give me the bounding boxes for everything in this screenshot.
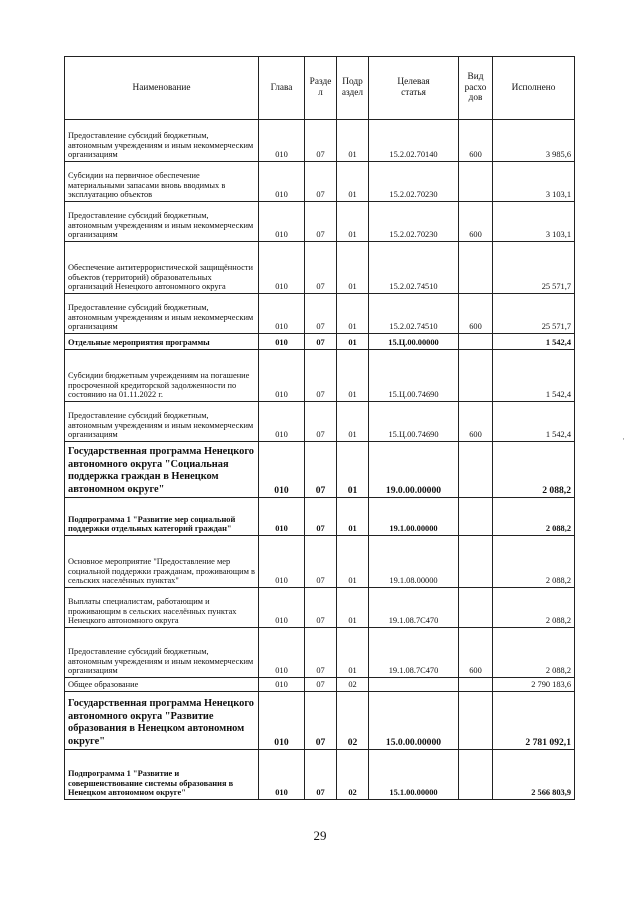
table-row [65,202,575,242]
table-header-row [65,57,575,120]
row-vid [459,750,493,800]
row-razdel: 07 [305,334,337,350]
row-amount: 25 571,7 [493,294,575,334]
row-vid: 600 [459,628,493,678]
row-name: Подпрограмма 1 "Развитие и совершенствование системы образования в Ненецком автономном округе" [65,750,259,800]
row-podrazdel: 01 [337,162,369,202]
row-podrazdel: 01 [337,628,369,678]
row-target: 15.1.00.00000 [369,750,459,800]
row-target: 15.2.02.70140 [369,120,459,162]
row-name: Отдельные мероприятия программы [65,334,259,350]
row-glava: 010 [259,294,305,334]
row-amount: 2 088,2 [493,442,575,498]
row-vid [459,678,493,692]
table-row [65,498,575,536]
margin-mark: · [622,434,625,444]
row-target: 15.2.02.74510 [369,242,459,294]
table-row [65,628,575,678]
row-podrazdel: 01 [337,442,369,498]
row-vid: 600 [459,120,493,162]
row-razdel: 07 [305,402,337,442]
row-razdel: 07 [305,678,337,692]
row-target: 15.2.02.70230 [369,162,459,202]
row-name: Обеспечение антитеррористической защищённости объектов (территорий) образовательных организаций Ненецкого автономного округа [65,242,259,294]
budget-table-sheet [64,56,574,800]
page-number: 29 [313,828,327,843]
row-vid [459,350,493,402]
row-glava: 010 [259,120,305,162]
row-name: Общее образование [65,678,259,692]
row-target: 15.2.02.74510 [369,294,459,334]
row-vid: 600 [459,402,493,442]
row-name: Субсидии на первичное обеспечение материальными запасами вновь вводимых в эксплуатацию объектов [65,162,259,202]
row-amount: 2 088,2 [493,498,575,536]
row-vid [459,162,493,202]
table-row [65,294,575,334]
table-row [65,242,575,294]
table-row [65,120,575,162]
row-amount: 2 088,2 [493,628,575,678]
table-row [65,536,575,588]
row-podrazdel: 01 [337,498,369,536]
row-amount: 1 542,4 [493,334,575,350]
row-amount: 3 103,1 [493,162,575,202]
row-target: 15.2.02.70230 [369,202,459,242]
header-podrazdel: Подр аздел [337,57,369,120]
table-row [65,334,575,350]
header-razdel: Разде л [305,57,337,120]
row-amount: 3 985,6 [493,120,575,162]
row-razdel: 07 [305,202,337,242]
row-razdel: 07 [305,628,337,678]
table-row [65,588,575,628]
row-podrazdel: 01 [337,120,369,162]
table-row [65,350,575,402]
table-row [65,692,575,750]
row-name: Выплаты специалистам, работающим и проживающим в сельских населённых пунктах Ненецкого автономного округа [65,588,259,628]
row-razdel: 07 [305,750,337,800]
row-target: 19.0.00.00000 [369,442,459,498]
row-vid [459,692,493,750]
row-glava: 010 [259,588,305,628]
row-target: 15.Ц.00.74690 [369,402,459,442]
row-razdel: 07 [305,162,337,202]
row-glava: 010 [259,242,305,294]
row-vid: 600 [459,294,493,334]
row-podrazdel: 01 [337,402,369,442]
row-target: 15.Ц.00.74690 [369,350,459,402]
row-podrazdel: 01 [337,294,369,334]
row-glava: 010 [259,750,305,800]
row-amount: 2 781 092,1 [493,692,575,750]
row-name: Подпрограмма 1 "Развитие мер социальной поддержки отдельных категорий граждан" [65,498,259,536]
row-podrazdel: 01 [337,350,369,402]
row-vid [459,242,493,294]
row-razdel: 07 [305,120,337,162]
row-name: Основное мероприятие "Предоставление мер социальной поддержки гражданам, проживающим в сельских населённых пунктах" [65,536,259,588]
row-razdel: 07 [305,442,337,498]
row-glava: 010 [259,162,305,202]
row-amount: 2 790 183,6 [493,678,575,692]
row-glava: 010 [259,350,305,402]
row-vid [459,536,493,588]
row-target: 19.1.08.7С470 [369,588,459,628]
row-name: Государственная программа Ненецкого автономного округа "Социальная поддержка граждан в Ненецком автономном округе" [65,442,259,498]
row-podrazdel: 02 [337,678,369,692]
row-target: 15.Ц.00.00000 [369,334,459,350]
row-podrazdel: 01 [337,242,369,294]
header-amount: Исполнено [493,57,575,120]
row-target: 19.1.08.7С470 [369,628,459,678]
header-glava: Глава [259,57,305,120]
row-glava: 010 [259,202,305,242]
row-amount: 2 566 803,9 [493,750,575,800]
row-vid: 600 [459,202,493,242]
row-podrazdel: 01 [337,536,369,588]
row-razdel: 07 [305,350,337,402]
row-razdel: 07 [305,242,337,294]
row-glava: 010 [259,628,305,678]
row-amount: 1 542,4 [493,350,575,402]
row-target: 19.1.08.00000 [369,536,459,588]
row-target [369,678,459,692]
row-podrazdel: 02 [337,750,369,800]
header-target: Целевая статья [369,57,459,120]
table-row [65,162,575,202]
row-name: Предоставление субсидий бюджетным, автономным учреждениям и иным некоммерческим организациям [65,402,259,442]
row-amount: 2 088,2 [493,588,575,628]
row-glava: 010 [259,678,305,692]
row-target: 15.0.00.00000 [369,692,459,750]
budget-table [64,56,575,800]
row-name: Предоставление субсидий бюджетным, автономным учреждениям и иным некоммерческим организациям [65,294,259,334]
row-glava: 010 [259,334,305,350]
row-amount: 25 571,7 [493,242,575,294]
row-razdel: 07 [305,588,337,628]
row-razdel: 07 [305,536,337,588]
table-row [65,402,575,442]
row-name: Предоставление субсидий бюджетным, автономным учреждениям и иным некоммерческим организациям [65,628,259,678]
row-vid [459,442,493,498]
row-vid [459,334,493,350]
row-target: 19.1.00.00000 [369,498,459,536]
row-podrazdel: 02 [337,692,369,750]
row-name: Предоставление субсидий бюджетным, автономным учреждениям и иным некоммерческим организациям [65,202,259,242]
row-glava: 010 [259,692,305,750]
row-podrazdel: 01 [337,202,369,242]
row-podrazdel: 01 [337,588,369,628]
row-razdel: 07 [305,498,337,536]
table-row [65,750,575,800]
row-podrazdel: 01 [337,334,369,350]
row-razdel: 07 [305,294,337,334]
row-vid [459,588,493,628]
row-glava: 010 [259,498,305,536]
row-name: Предоставление субсидий бюджетным, автономным учреждениям и иным некоммерческим организациям [65,120,259,162]
row-amount: 1 542,4 [493,402,575,442]
row-glava: 010 [259,442,305,498]
table-row [65,442,575,498]
header-vid: Вид расхо дов [459,57,493,120]
table-row [65,678,575,692]
row-amount: 2 088,2 [493,536,575,588]
row-glava: 010 [259,402,305,442]
header-name: Наименование [65,57,259,120]
row-name: Государственная программа Ненецкого автономного округа "Развитие образования в Ненецком автономном округе" [65,692,259,750]
row-razdel: 07 [305,692,337,750]
row-vid [459,498,493,536]
row-glava: 010 [259,536,305,588]
row-name: Субсидии бюджетным учреждениям на погашение просроченной кредиторской задолженности по состоянию на 01.11.2022 г. [65,350,259,402]
row-amount: 3 103,1 [493,202,575,242]
